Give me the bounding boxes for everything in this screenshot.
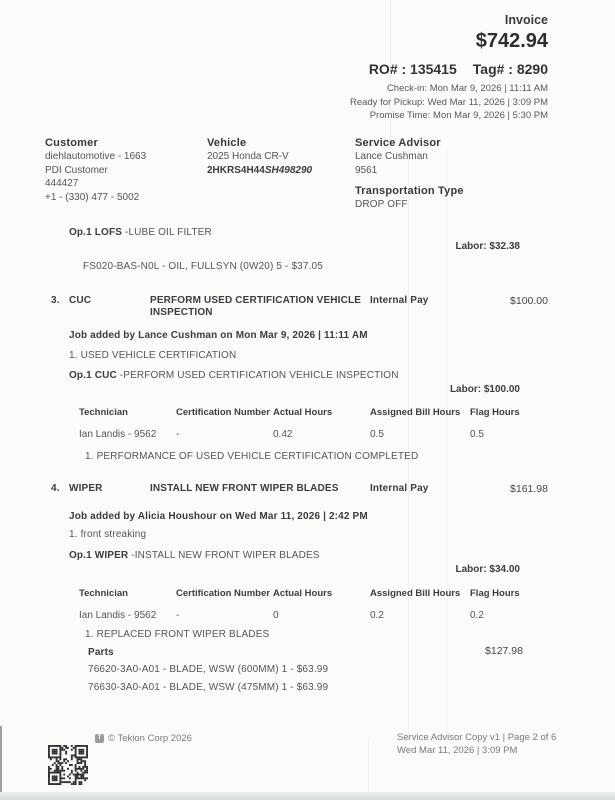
scan-fold-line [368,740,369,792]
transportation-type-value: DROP OFF [355,199,408,210]
flag-hours-cell: 0.5 [470,429,484,440]
copyright-text: © Tekion Corp 2026 [108,733,192,744]
part-line: 76620-3A0-A01 - BLADE, WSW (600MM) 1 - $63.99 [88,664,329,675]
cert-number-cell: - [176,610,180,621]
job3-op-line: Op.1 CUC -PERFORM USED CERTIFICATION VEHICLE INSPECTION [69,370,399,381]
actual-hours-cell: 0.42 [273,429,293,440]
vehicle-block [207,150,312,177]
job4-description: INSTALL NEW FRONT WIPER BLADES [150,483,339,494]
customer-block [45,150,146,204]
labor-amount-lofs: Labor: $32.38 [455,241,520,252]
column-header: Certification Number [176,407,270,418]
service-advisor-title: Service Advisor [355,137,441,149]
transportation-type-title: Transportation Type [355,185,464,197]
vehicle-model: 2025 Honda CR-V [207,151,289,162]
job3-added-by: Job added by Lance Cushman on Mon Mar 9, 2026 | 11:11 AM [69,330,368,341]
column-header: Actual Hours [273,407,333,418]
customer-type: PDI Customer [45,164,108,176]
vehicle-title: Vehicle [207,137,247,149]
column-header: Flag Hours [470,588,520,599]
job3-description: PERFORM USED CERTIFICATION VEHICLE INSPECTION [150,295,362,318]
column-header: Actual Hours [273,588,333,599]
header-dates [350,82,548,123]
job4-added-by: Job added by Alicia Houshour on Wed Mar 11, 2026 | 2:42 PM [69,511,368,522]
job4-pay-type: Internal Pay [370,483,429,494]
actual-hours-cell: 0 [273,610,279,621]
parts-label: Parts [88,647,114,658]
flag-hours-cell: 0.2 [470,610,484,621]
customer-name: diehlautomotive - 1663 [45,151,147,162]
job3-labor-amount: Labor: $100.00 [449,384,520,395]
technician-cell: Ian Landis - 9562 [79,610,157,621]
technician-cell: Ian Landis - 9562 [79,429,157,440]
cert-number-cell: - [176,429,180,440]
job3-number: 3. [51,295,60,306]
tekion-logo-icon: T [95,734,104,743]
copy-info: Service Advisor Copy v1 | Page 2 of 6 [397,732,557,743]
job3-amount: $100.00 [510,295,548,307]
promise-time-line: Promise Time: Mon Mar 9, 2026 | 5:30 PM [369,110,548,121]
column-header: Flag Hours [470,407,520,418]
advisor-name: Lance Cushman [355,151,428,162]
op-line-lofs: Op.1 LOFS -LUBE OIL FILTER [69,227,212,238]
column-header: Technician [79,588,128,599]
invoice-header [350,13,548,123]
check-in-line: Check-in: Mon Mar 9, 2026 | 11:11 AM [386,83,548,94]
job4-completion-note: 1. REPLACED FRONT WIPER BLADES [85,629,270,640]
advisor-number: 9561 [355,164,378,176]
part-line: 76630-3A0-A01 - BLADE, WSW (475MM) 1 - $63.99 [88,682,329,693]
job4-labor-amount: Labor: $34.00 [455,564,520,575]
job4-number: 4. [51,483,60,494]
vehicle-vin: 2HKRS4H44SH498290 [207,164,313,176]
column-header: Assigned Bill Hours [370,407,461,418]
job3-concern: 1. USED VEHICLE CERTIFICATION [69,350,237,361]
job4-technician-table [79,588,559,628]
ro-number: RO# : 135415 [368,61,457,77]
job4-concern: 1. front streaking [69,529,147,540]
customer-title: Customer [45,137,98,149]
invoice-total: $742.94 [475,30,548,52]
customer-phone: +1 - (330) 477 - 5002 [45,191,140,203]
scan-page-edge [0,726,2,800]
customer-number: 444427 [45,178,79,189]
printed-timestamp: Wed Mar 11, 2026 | 3:09 PM [397,745,518,756]
column-header: Certification Number [176,588,270,599]
parts-total: $127.98 [485,645,523,657]
scan-bottom-edge [0,792,615,800]
part-line-oil: FS020-BAS-N0L - OIL, FULLSYN (0W20) 5 - $37.05 [83,261,323,272]
service-advisor-block [355,150,428,177]
assigned-bill-hours-cell: 0.5 [370,429,384,440]
footer-brand [95,733,192,744]
qr-code [48,745,88,785]
job3-opcode: CUC [69,295,92,306]
tag-number: Tag# : 8290 [472,61,548,77]
column-header: Technician [79,407,128,418]
job4-amount: $161.98 [510,483,548,495]
job3-technician-table [79,407,559,447]
ro-tag-line [350,61,548,77]
assigned-bill-hours-cell: 0.2 [370,610,384,621]
footer-page-info [397,731,556,757]
job3-pay-type: Internal Pay [370,295,429,306]
job3-completion-note: 1. PERFORMANCE OF USED VEHICLE CERTIFICATION COMPLETED [85,451,419,462]
ready-for-pickup-line: Ready for Pickup: Wed Mar 11, 2026 | 3:09 PM [349,96,548,108]
job4-opcode: WIPER [69,483,103,494]
column-header: Assigned Bill Hours [370,588,461,599]
job4-op-line: Op.1 WIPER -INSTALL NEW FRONT WIPER BLADES [69,550,320,561]
invoice-label: Invoice [504,13,548,27]
